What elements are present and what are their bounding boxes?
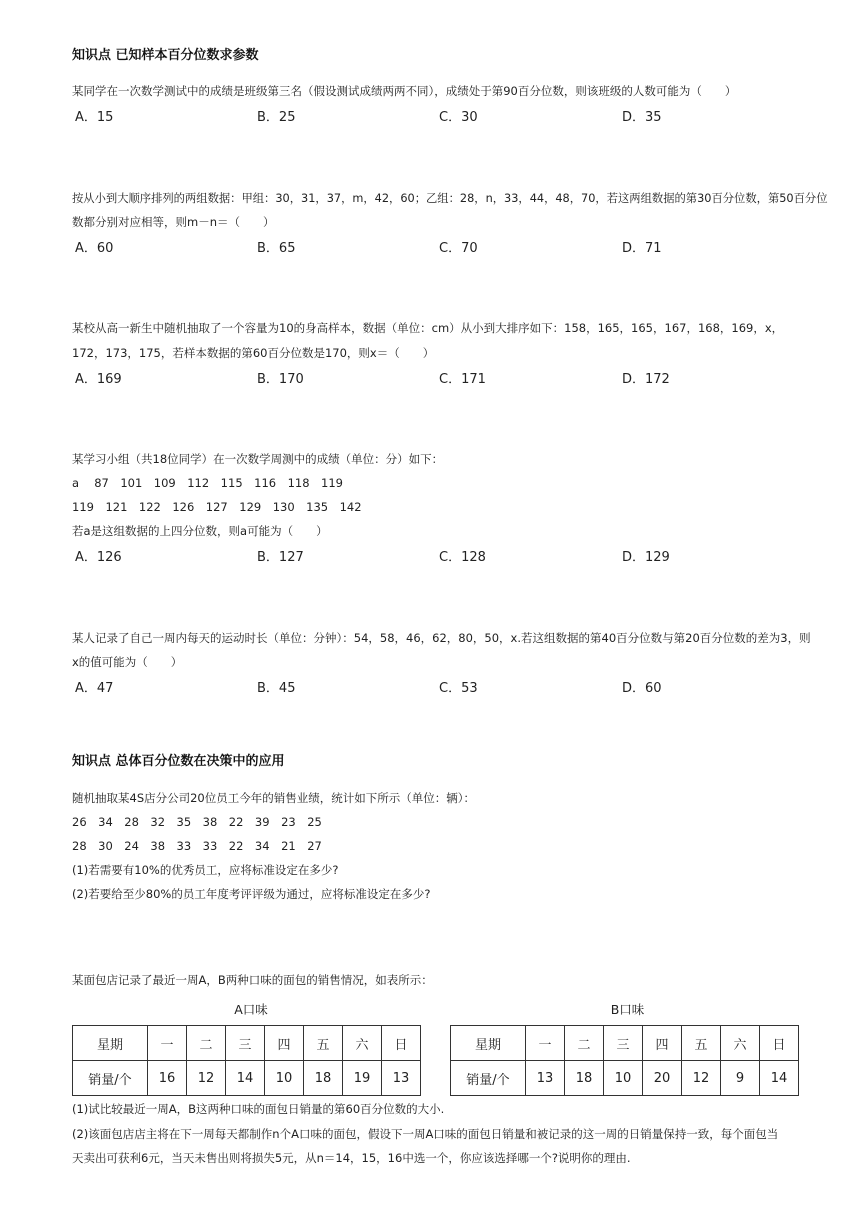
problem-4-data-row-2: 119 121 122 126 127 129 130 135 142: [72, 500, 362, 514]
table-a-caption: A口味: [234, 1002, 268, 1017]
table-cell: 日: [382, 1026, 421, 1061]
table-a: [72, 1025, 421, 1096]
table-cell: 14: [760, 1061, 799, 1096]
problem-2-options: [72, 237, 832, 255]
table-cell: 日: [760, 1026, 799, 1061]
table-cell: 12: [682, 1061, 721, 1096]
problem-6-question-2: (2)若要给至少80%的员工年度考评评级为通过，应将标准设定在多少?: [72, 887, 431, 901]
table-cell: 14: [226, 1061, 265, 1096]
problem-6-text-line-1: 随机抽取某4S店分公司20位员工今年的销售业绩，统计如下所示（单位：辆）：: [72, 791, 475, 805]
table-row: [451, 1061, 799, 1096]
table-cell: 20: [643, 1061, 682, 1096]
option-c: C．128: [439, 550, 486, 565]
section-title: 知识点 已知样本百分位数求参数: [72, 48, 259, 63]
table-cell: 销量/个: [451, 1061, 526, 1096]
table-cell: 18: [565, 1061, 604, 1096]
table-cell: 二: [565, 1026, 604, 1061]
problem-6-data-row-2: 28 30 24 38 33 33 22 34 21 27: [72, 839, 322, 853]
problem-6-question-1: (1)若需要有10%的优秀员工，应将标准设定在多少?: [72, 863, 339, 877]
option-b: B．170: [257, 372, 304, 387]
problem-1-text: 某同学在一次数学测试中的成绩是班级第三名（假设测试成绩两两不同），成绩处于第90百分位数，则该班级的人数可能为（ ）: [72, 84, 737, 98]
table-cell: 五: [304, 1026, 343, 1061]
problem-5-options: [72, 677, 832, 695]
problem-7-question-2-line-1: (2)该面包店店主将在下一周每天都制作n个A口味的面包，假设下一周A口味的面包日销量和被记录的这一周的日销量保持一致，每个面包当: [72, 1127, 779, 1141]
option-c: C．70: [439, 241, 478, 256]
problem-1-options: [72, 106, 832, 124]
problem-3-options: [72, 368, 832, 386]
table-cell: 一: [148, 1026, 187, 1061]
option-d: D．35: [622, 110, 662, 125]
problem-6-data-row-1: 26 34 28 32 35 38 22 39 23 25: [72, 815, 322, 829]
problem-7-question-1: (1)试比较最近一周A，B这两种口味的面包日销量的第60百分位数的大小.: [72, 1102, 445, 1116]
option-d: D．172: [622, 372, 670, 387]
option-b: B．25: [257, 110, 296, 125]
table-b-caption: B口味: [610, 1002, 645, 1017]
option-a: A．60: [75, 241, 114, 256]
problem-7-intro: 某面包店记录了最近一周A，B两种口味的面包的销售情况，如表所示：: [72, 973, 433, 987]
table-row: [451, 1026, 799, 1061]
table-cell: 19: [343, 1061, 382, 1096]
table-cell: 13: [382, 1061, 421, 1096]
problem-5-text-line-2: x的值可能为（ ）: [72, 655, 183, 669]
problem-4-text-line-2: 若a是这组数据的上四分位数，则a可能为（ ）: [72, 524, 328, 538]
table-row: [73, 1061, 421, 1096]
table-cell: 星期: [451, 1026, 526, 1061]
table-cell: 六: [721, 1026, 760, 1061]
table-cell: 二: [187, 1026, 226, 1061]
problem-5-text-line-1: 某人记录了自己一周内每天的运动时长（单位：分钟）：54，58，46，62，80，50，x.若这组数据的第40百分位数与第20百分位数的差为3，则: [72, 631, 811, 645]
table-cell: 13: [526, 1061, 565, 1096]
problem-2-text-line-1: 按从小到大顺序排列的两组数据：甲组：30，31，37，m，42，60；乙组：28，n，33，44，48，70，若这两组数据的第30百分位数，第50百分位: [72, 192, 828, 205]
option-a: A．126: [75, 550, 122, 565]
problem-4-text-line-1: 某学习小组（共18位同学）在一次数学周测中的成绩（单位：分）如下：: [72, 452, 444, 466]
table-cell: 18: [304, 1061, 343, 1096]
problem-3-text-line-1: 某校从高一新生中随机抽取了一个容量为10的身高样本，数据（单位：cm）从小到大排序如下：158，165，165，167，168，169，x，: [72, 321, 784, 335]
option-a: A．169: [75, 372, 122, 387]
problem-2-text-line-2: 数都分别对应相等，则m－n＝（ ）: [72, 215, 275, 229]
table-cell: 星期: [73, 1026, 148, 1061]
option-b: B．65: [257, 241, 296, 256]
problem-3-text-line-2: 172，173，175，若样本数据的第60百分位数是170，则x＝（ ）: [72, 346, 435, 360]
option-a: A．15: [75, 110, 114, 125]
option-a: A．47: [75, 681, 114, 696]
problem-4-options: [72, 546, 832, 564]
option-b: B．45: [257, 681, 296, 696]
table-cell: 10: [604, 1061, 643, 1096]
option-b: B．127: [257, 550, 304, 565]
table-b: [450, 1025, 799, 1096]
table-cell: 三: [226, 1026, 265, 1061]
table-cell: 四: [643, 1026, 682, 1061]
option-c: C．53: [439, 681, 478, 696]
problem-7-question-2-line-2: 天卖出可获利6元，当天未售出则将损失5元，从n＝14，15，16中选一个，你应该选择哪一个?说明你的理由.: [72, 1151, 631, 1165]
option-d: D．129: [622, 550, 670, 565]
table-cell: 9: [721, 1061, 760, 1096]
option-c: C．171: [439, 372, 486, 387]
option-d: D．71: [622, 241, 662, 256]
option-d: D．60: [622, 681, 662, 696]
table-cell: 三: [604, 1026, 643, 1061]
table-cell: 16: [148, 1061, 187, 1096]
section-title: 知识点 总体百分位数在决策中的应用: [72, 754, 285, 769]
option-c: C．30: [439, 110, 478, 125]
table-row: [73, 1026, 421, 1061]
table-cell: 五: [682, 1026, 721, 1061]
table-cell: 销量/个: [73, 1061, 148, 1096]
table-cell: 六: [343, 1026, 382, 1061]
table-cell: 一: [526, 1026, 565, 1061]
table-cell: 10: [265, 1061, 304, 1096]
table-cell: 四: [265, 1026, 304, 1061]
table-cell: 12: [187, 1061, 226, 1096]
problem-4-data-row-1: a 87 101 109 112 115 116 118 119: [72, 476, 343, 490]
